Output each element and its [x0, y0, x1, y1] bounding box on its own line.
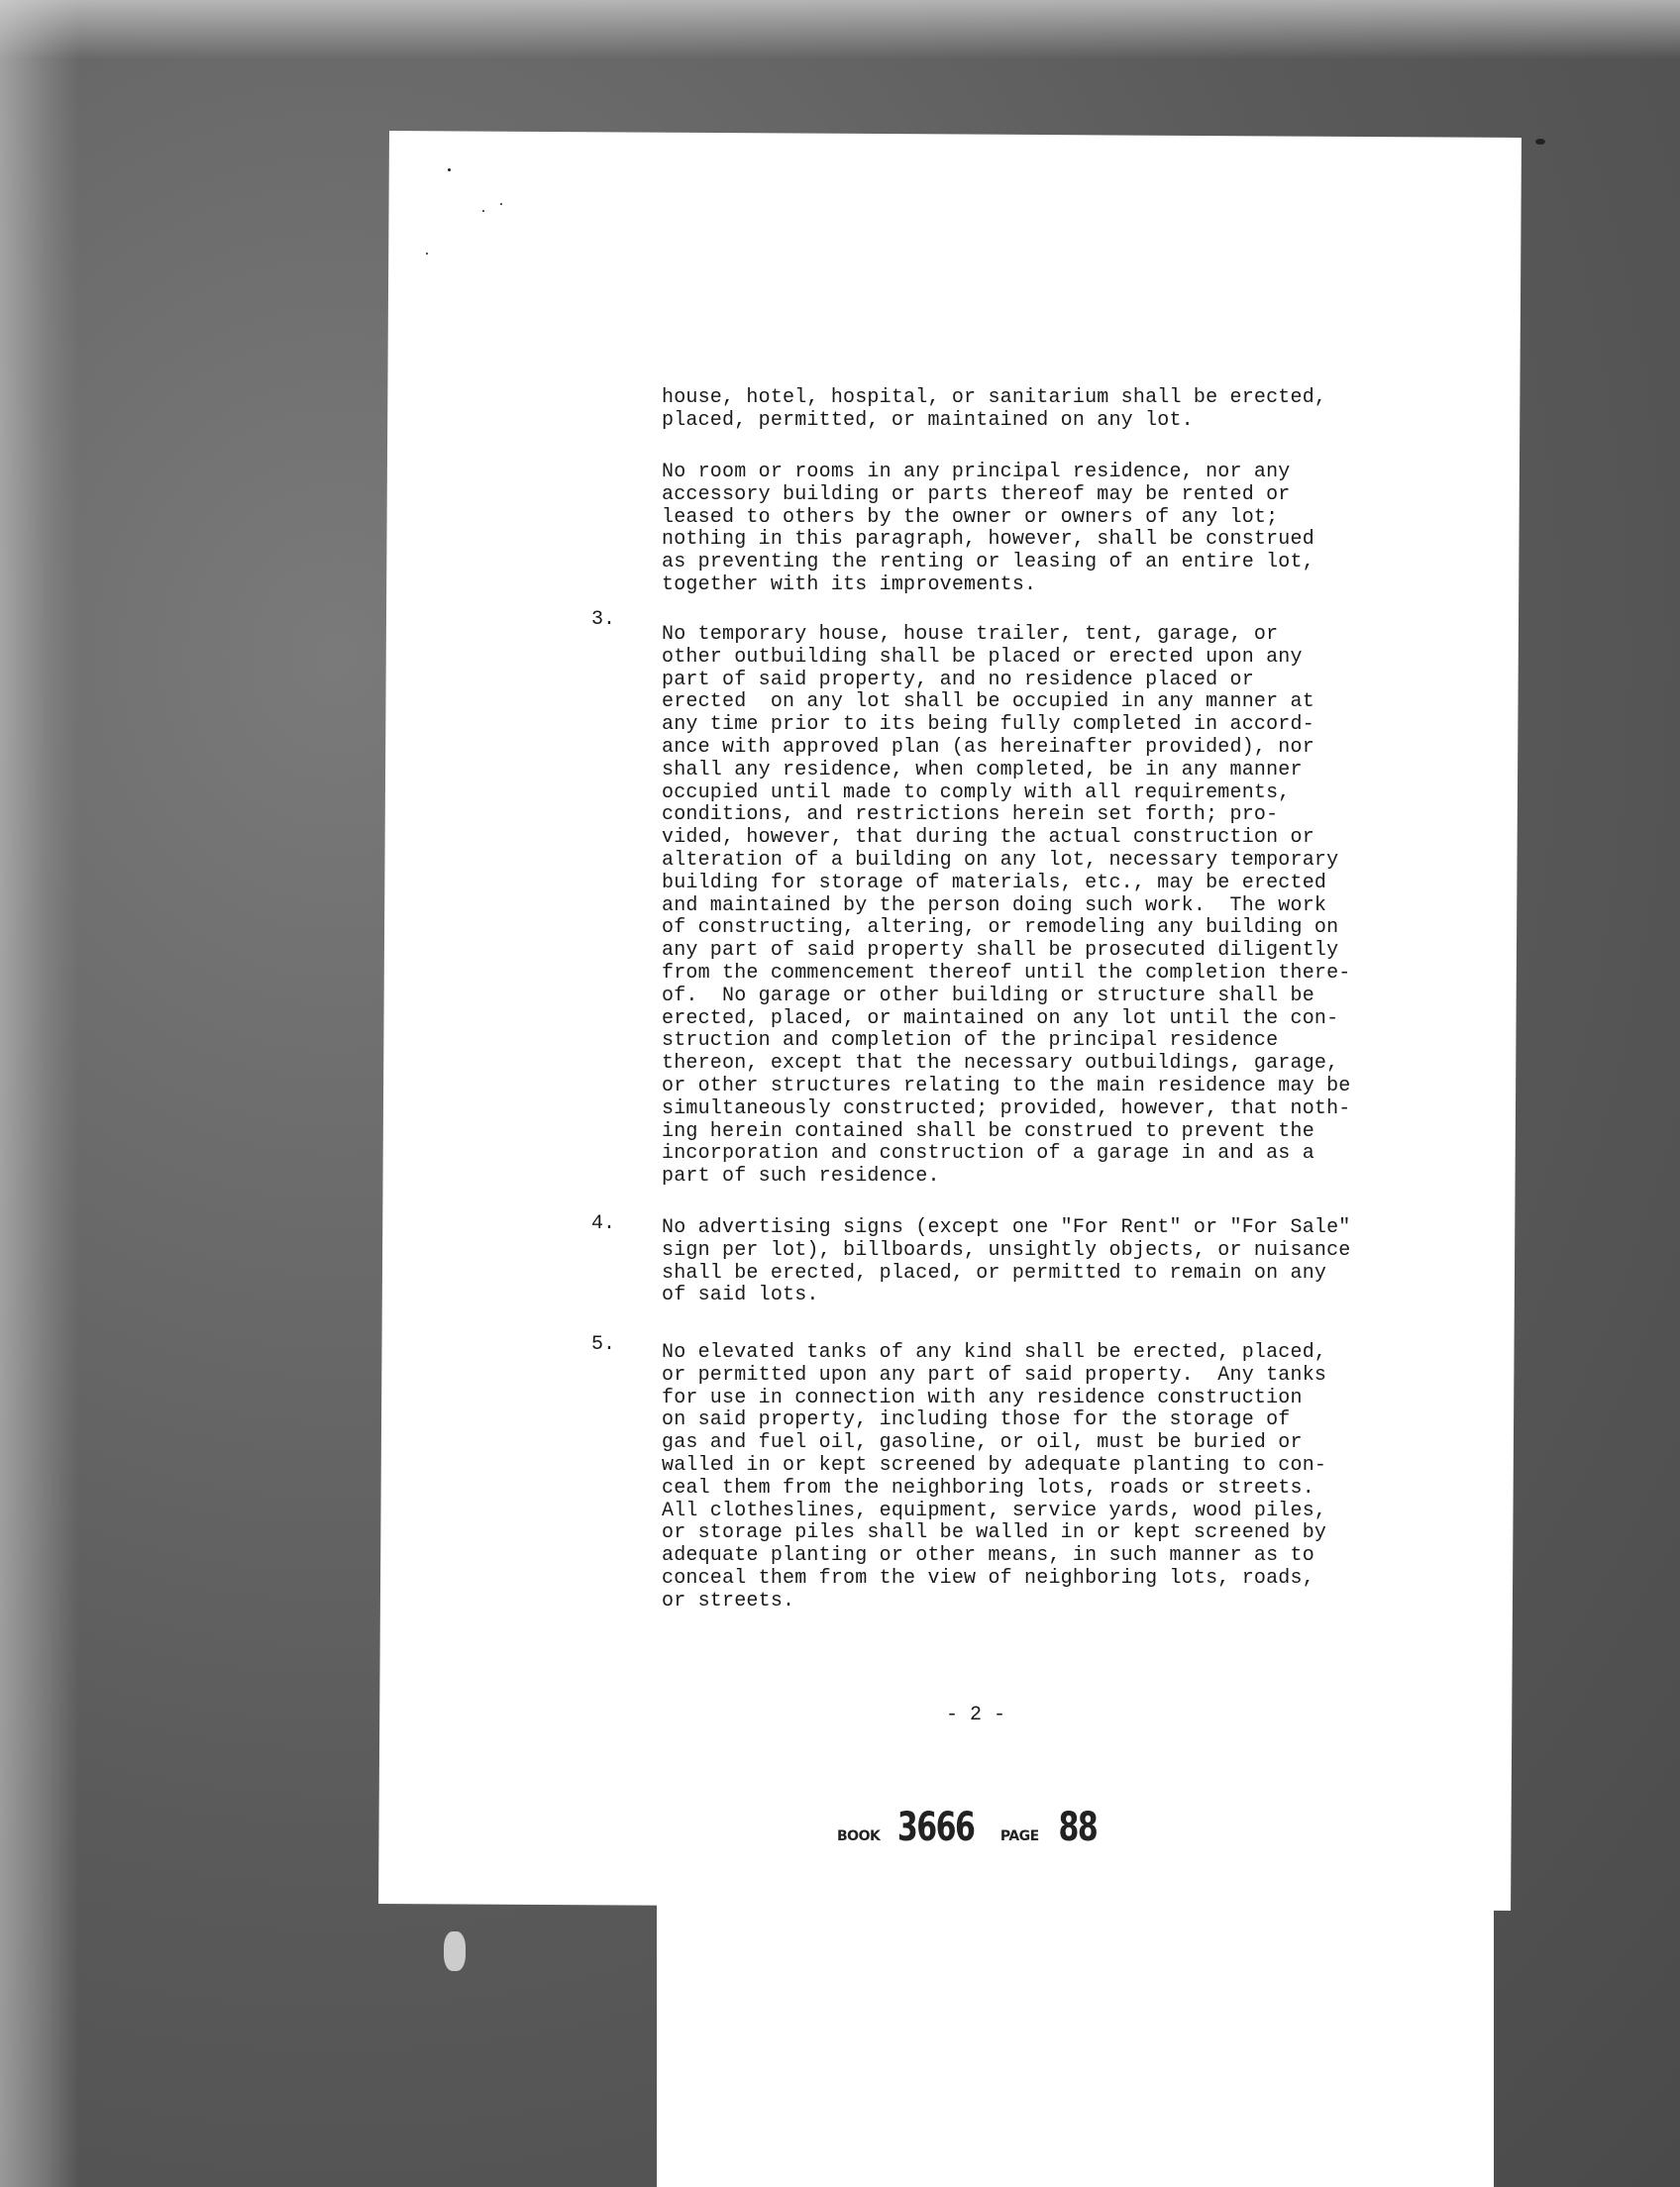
- stamp-book-number: 3666: [897, 1805, 975, 1850]
- item-text-4: No advertising signs (except one "For Rent" or "For Sale" sign per lot), billboards, unsightly objects, or nuisance shall be erected, placed, or permitted to remain on any of said lots.: [662, 1216, 1351, 1307]
- stamp-page-label: PAGE: [999, 1828, 1039, 1844]
- stamp-book-label: BOOK: [837, 1828, 881, 1844]
- item-text-3: No temporary house, house trailer, tent, garage, or other outbuilding shall be placed or erected upon any part of said property, and no residence placed or erected on any lot shall be occupied in any manner at any time prior to its being fully completed in accord- ance with approved plan (as hereinafter provided), nor shall any residence, when completed, be in any manner occupied until made to comply with all requirements, conditions, and restrictions herein set forth; pro- vided, however, that during the actual construction or alteration of a building on any lot, necessary temporary building for storage of materials, etc., may be erected and maintained by the person doing such work. The work of constructing, altering, or remodeling any building on any part of said property shall be prosecuted diligently from the commencement thereof until the completion there- of. No garage or other building or structure shall be erected, placed, or maintained on any lot until the con- struction and completion of the principal residence thereon, except that the necessary outbuildings, garage, or other structures relating to the main residence may be simultaneously constructed; provided, however, that noth- ing herein contained shall be construed to prevent the incorporation and construction of a garage in and as a part of such residence.: [662, 623, 1351, 1189]
- item-number-4: 4.: [591, 1212, 616, 1235]
- book-page-stamp: [837, 1805, 1102, 1850]
- item-number-5: 5.: [591, 1333, 616, 1356]
- item-text-5: No elevated tanks of any kind shall be erected, placed, or permitted upon any part of said property. Any tanks for use in connection with any residence construction on said property, including those for the storage of gas and fuel oil, gasoline, or oil, must be buried or walled in or kept screened by adequate planting to con- ceal them from the neighboring lots, roads or streets. All clotheslines, equipment, service yards, wood piles, or storage piles shall be walled in or kept screened by adequate planting or other means, in such manner as to conceal them from the view of neighboring lots, roads, or streets.: [662, 1341, 1327, 1613]
- item-number-3: 3.: [591, 608, 616, 631]
- paragraph-hotel-restriction: house, hotel, hospital, or sanitarium shall be erected, placed, permitted, or maintained on any lot.: [662, 386, 1327, 432]
- scan-top-edge: [0, 0, 1680, 59]
- stamp-page-value: 88: [1058, 1805, 1098, 1850]
- document-page-bottom-tab: [657, 1900, 1494, 2187]
- page-number: - 2 -: [946, 1704, 1006, 1726]
- scan-left-edge: [0, 0, 79, 2187]
- paragraph-room-rental: No room or rooms in any principal residence, nor any accessory building or parts thereof may be rented or leased to others by the owner or owners of any lot; nothing in this paragraph, however, shall be construed as preventing the renting or leasing of an entire lot, together with its improvements.: [662, 461, 1314, 596]
